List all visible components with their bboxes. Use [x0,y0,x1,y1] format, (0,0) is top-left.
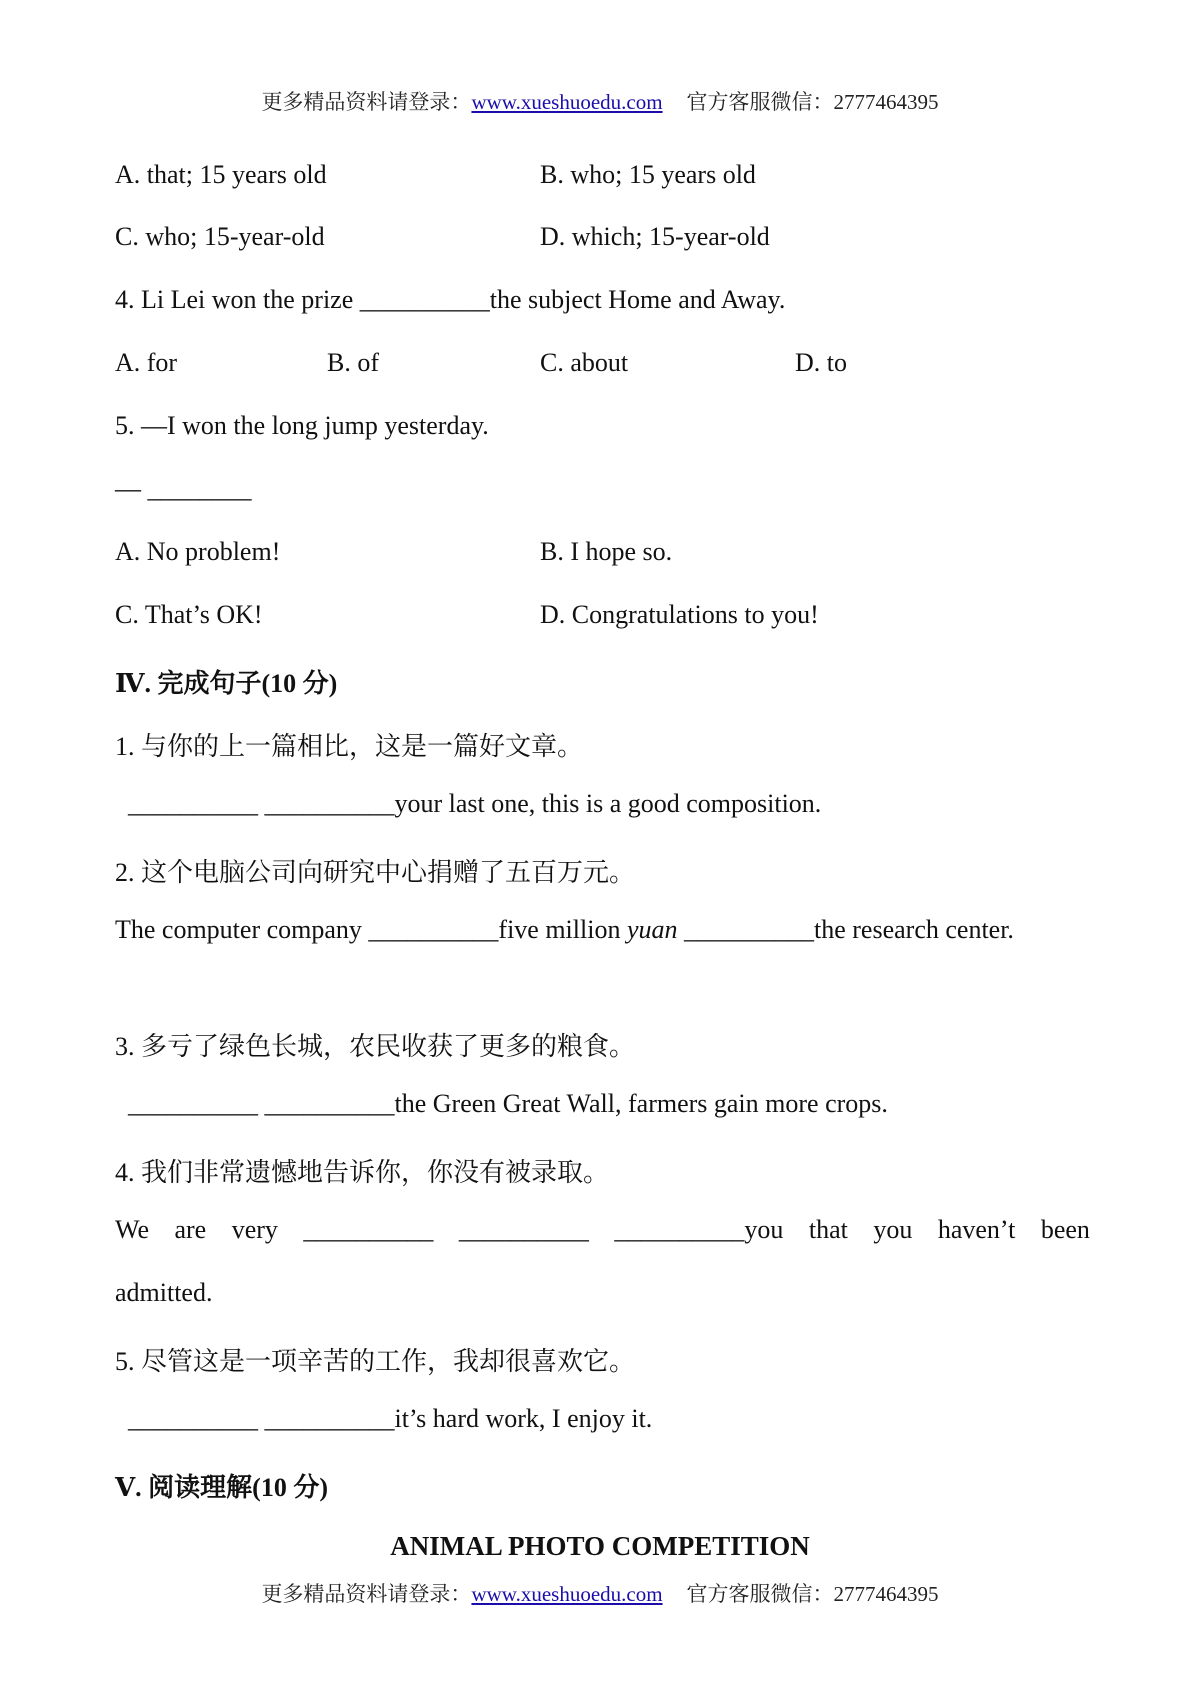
s3-chinese: 3. 多亏了绿色长城，农民收获了更多的粮食。 [115,1032,636,1061]
s4-word: been [1040,1215,1090,1244]
header-prefix: 更多精品资料请登录： [261,90,472,114]
s5-english: __________ __________it’s hard work, I enjoy it. [128,1404,653,1433]
q3-option-d: D. which; 15-year-old [540,222,770,251]
section-5-title: Ⅴ. 阅读理解(10 分) [115,1473,328,1502]
q5-option-b: B. I hope so. [540,537,673,566]
s2-chinese: 2. 这个电脑公司向研究中心捐赠了五百万元。 [115,858,636,887]
s4-word: __________ [458,1215,589,1244]
s1-english: __________ __________your last one, this is a good composition. [128,789,822,818]
q5-stem: 5. —I won the long jump yesterday. [115,411,489,440]
s2-english [115,915,1014,945]
header-link[interactable]: www.xueshuoedu.com [471,90,663,114]
page-header [0,86,1200,116]
q4-option-d: D. to [795,348,847,377]
s4-word: that [808,1215,848,1244]
s4-word: you [873,1215,913,1244]
s4-word: very [231,1215,278,1244]
s3-english: __________ __________the Green Great Wall, farmers gain more crops. [128,1089,888,1118]
q3-option-c: C. who; 15-year-old [115,222,325,251]
s4-word: __________ [303,1215,434,1244]
page-footer [0,1578,1200,1608]
s4-word: haven’t [937,1215,1016,1244]
footer-link[interactable]: www.xueshuoedu.com [471,1582,663,1606]
s4-word: We [115,1215,149,1244]
s2-english-a: The computer company __________five million [115,915,627,944]
s4-word: __________you [614,1215,784,1244]
q4-option-a: A. for [115,348,178,377]
q3-option-a: A. that; 15 years old [115,160,327,189]
q4-stem: 4. Li Lei won the prize __________the subject Home and Away. [115,285,786,314]
q4-option-c: C. about [540,348,629,377]
q5-option-c: C. That’s OK! [115,600,263,629]
s4-word: are [174,1215,207,1244]
s4-chinese: 4. 我们非常遗憾地告诉你，你没有被录取。 [115,1158,610,1187]
header-service: 官方客服微信：2777464395 [686,90,939,114]
s4-english-continued: admitted. [115,1278,213,1307]
s1-chinese: 1. 与你的上一篇相比，这是一篇好文章。 [115,732,584,761]
s4-english [115,1215,1090,1245]
s2-english-italic: yuan [626,915,678,944]
passage-title: ANIMAL PHOTO COMPETITION [390,1531,810,1561]
q3-option-b: B. who; 15 years old [540,160,756,189]
q5-reply: — ________ [115,474,252,503]
q4-option-b: B. of [327,348,379,377]
q5-option-a: A. No problem! [115,537,281,566]
s5-chinese: 5. 尽管这是一项辛苦的工作，我却很喜欢它。 [115,1347,636,1376]
q5-option-d: D. Congratulations to you! [540,600,819,629]
section-4-title: Ⅳ. 完成句子(10 分) [115,669,338,698]
footer-prefix: 更多精品资料请登录： [261,1582,472,1606]
footer-service: 官方客服微信：2777464395 [686,1582,939,1606]
s2-english-b: __________the research center. [677,915,1014,944]
